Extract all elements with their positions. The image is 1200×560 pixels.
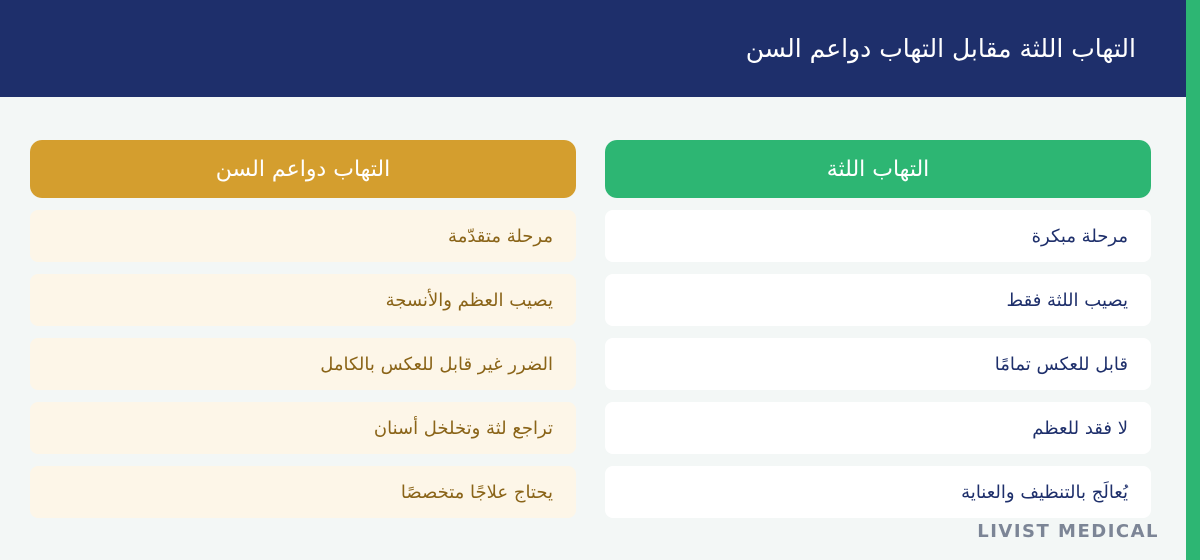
accent-stripe xyxy=(1186,0,1200,560)
periodontitis-row-reversibility: الضرر غير قابل للعكس بالكامل xyxy=(30,338,576,390)
periodontitis-row-affected-area: يصيب العظم والأنسجة xyxy=(30,274,576,326)
brand-watermark: LIVIST MEDICAL xyxy=(977,521,1159,542)
gingivitis-column xyxy=(605,140,1151,518)
gingivitis-row-reversibility: قابل للعكس تمامًا xyxy=(605,338,1151,390)
page-header xyxy=(0,0,1186,97)
gingivitis-row-affected-area: يصيب اللثة فقط xyxy=(605,274,1151,326)
gingivitis-row-stage: مرحلة مبكرة xyxy=(605,210,1151,262)
page-title: التهاب اللثة مقابل التهاب دواعم السن xyxy=(745,34,1136,63)
gingivitis-row-treatment: يُعالَج بالتنظيف والعناية xyxy=(605,466,1151,518)
gingivitis-row-bone-loss: لا فقد للعظم xyxy=(605,402,1151,454)
gingivitis-heading: التهاب اللثة xyxy=(605,140,1151,198)
periodontitis-column xyxy=(30,140,576,518)
periodontitis-row-treatment: يحتاج علاجًا متخصصًا xyxy=(30,466,576,518)
periodontitis-row-bone-loss: تراجع لثة وتخلخل أسنان xyxy=(30,402,576,454)
periodontitis-heading: التهاب دواعم السن xyxy=(30,140,576,198)
periodontitis-row-stage: مرحلة متقدّمة xyxy=(30,210,576,262)
